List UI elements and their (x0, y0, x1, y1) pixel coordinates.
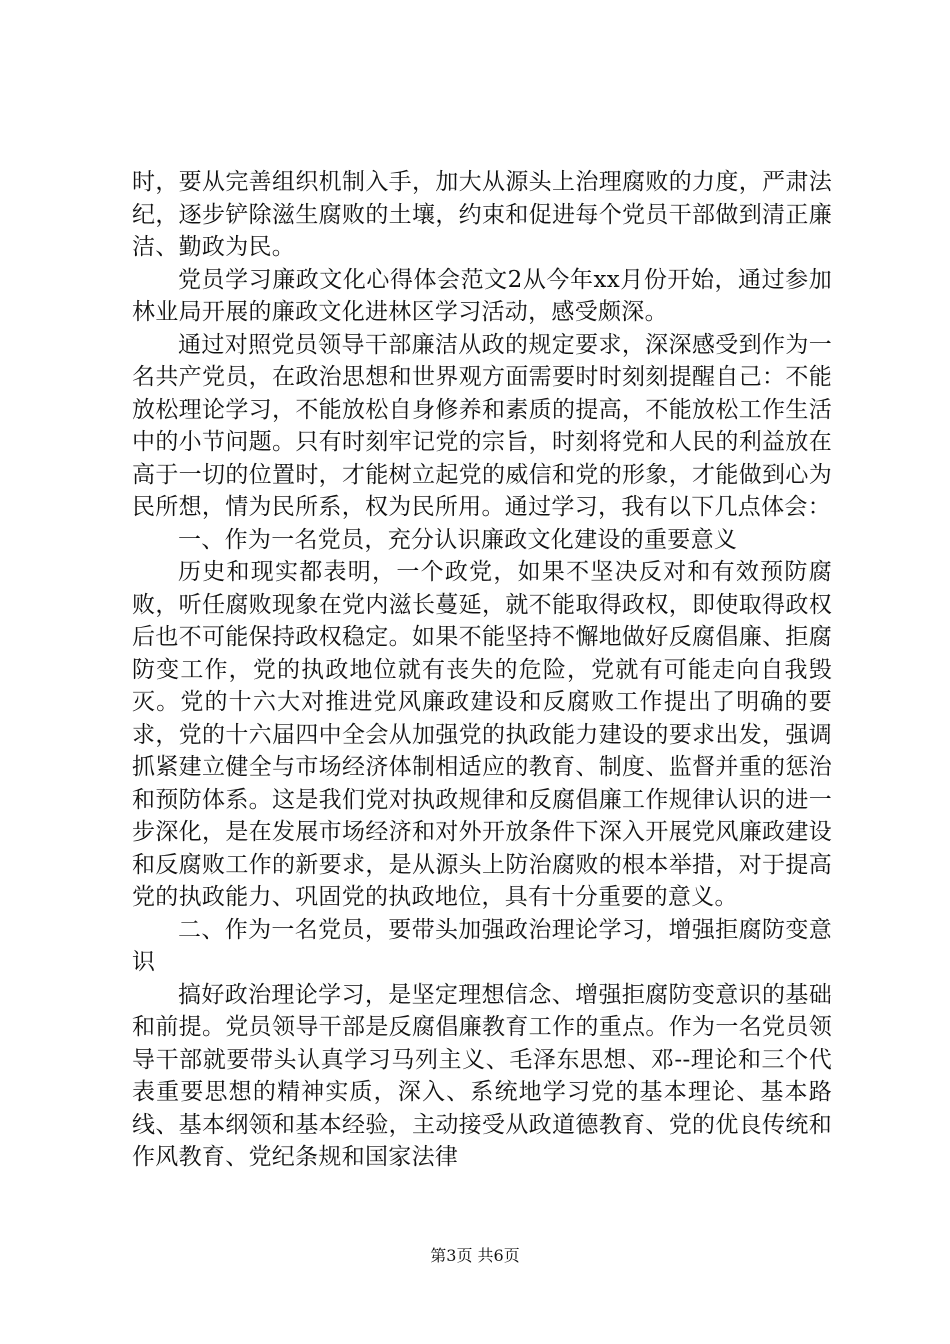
paragraph-section-1: 历史和现实都表明，一个政党，如果不坚决反对和有效预防腐败，听任腐败现象在党内滋长蔓延，就不能取得政权，即使取得政权后也不可能保持政权稳定。如果不能坚持不懈地做好反腐倡廉、拒腐防变工作，党的执政地位就有丧失的危险，党就有可能走向自我毁灭。党的十六大对推进党风廉政建设和反腐败工作提出了明确的要求，党的十六届四中全会从加强党的执政能力建设的要求出发，强调抓紧建立健全与市场经济体制相适应的教育、制度、监督并重的惩治和预防体系。这是我们党对执政规律和反腐倡廉工作规律认识的进一步深化，是在发展市场经济和对外开放条件下深入开展党风廉政建设和反腐败工作的新要求，是从源头上防治腐败的根本举措，对于提高党的执政能力、巩固党的执政地位，具有十分重要的意义。 (132, 559, 832, 910)
page-number-footer: 第3页 共6页 (430, 1246, 520, 1265)
section-heading-2: 二、作为一名党员，要带头加强政治理论学习，增强拒腐防变意识 (132, 916, 832, 975)
paragraph-section-2: 搞好政治理论学习，是坚定理想信念、增强拒腐防变意识的基础和前提。党员领导干部是反腐倡廉教育工作的重点。作为一名党员领导干部就要带头认真学习马列主义、毛泽东思想、邓--理论和三个代表重要思想的精神实质，深入、系统地学习党的基本理论、基本路线、基本纲领和基本经验，主动接受从政道德教育、党的优良传统和作风教育、党纪条规和国家法律 (132, 981, 832, 1170)
paragraph-continuation: 时，要从完善组织机制入手，加大从源头上治理腐败的力度，严肃法纪，逐步铲除滋生腐败的土壤，约束和促进每个党员干部做到清正廉洁、勤政为民。 (132, 169, 832, 260)
paragraph-intro: 党员学习廉政文化心得体会范文2从今年xx月份开始，通过参加林业局开展的廉政文化进林区学习活动，感受颇深。 (132, 266, 832, 325)
paragraph-reflection: 通过对照党员领导干部廉洁从政的规定要求，深深感受到作为一名共产党员，在政治思想和世界观方面需要时时刻刻提醒自己：不能放松理论学习，不能放松自身修养和素质的提高，不能放松工作生活中的小节问题。只有时刻牢记党的宗旨，时刻将党和人民的利益放在高于一切的位置时，才能树立起党的威信和党的形象，才能做到心为民所想，情为民所系，权为民所用。通过学习，我有以下几点体会： (132, 331, 832, 520)
document-body (132, 166, 832, 1174)
section-heading-1: 一、作为一名党员，充分认识廉政文化建设的重要意义 (178, 526, 738, 553)
